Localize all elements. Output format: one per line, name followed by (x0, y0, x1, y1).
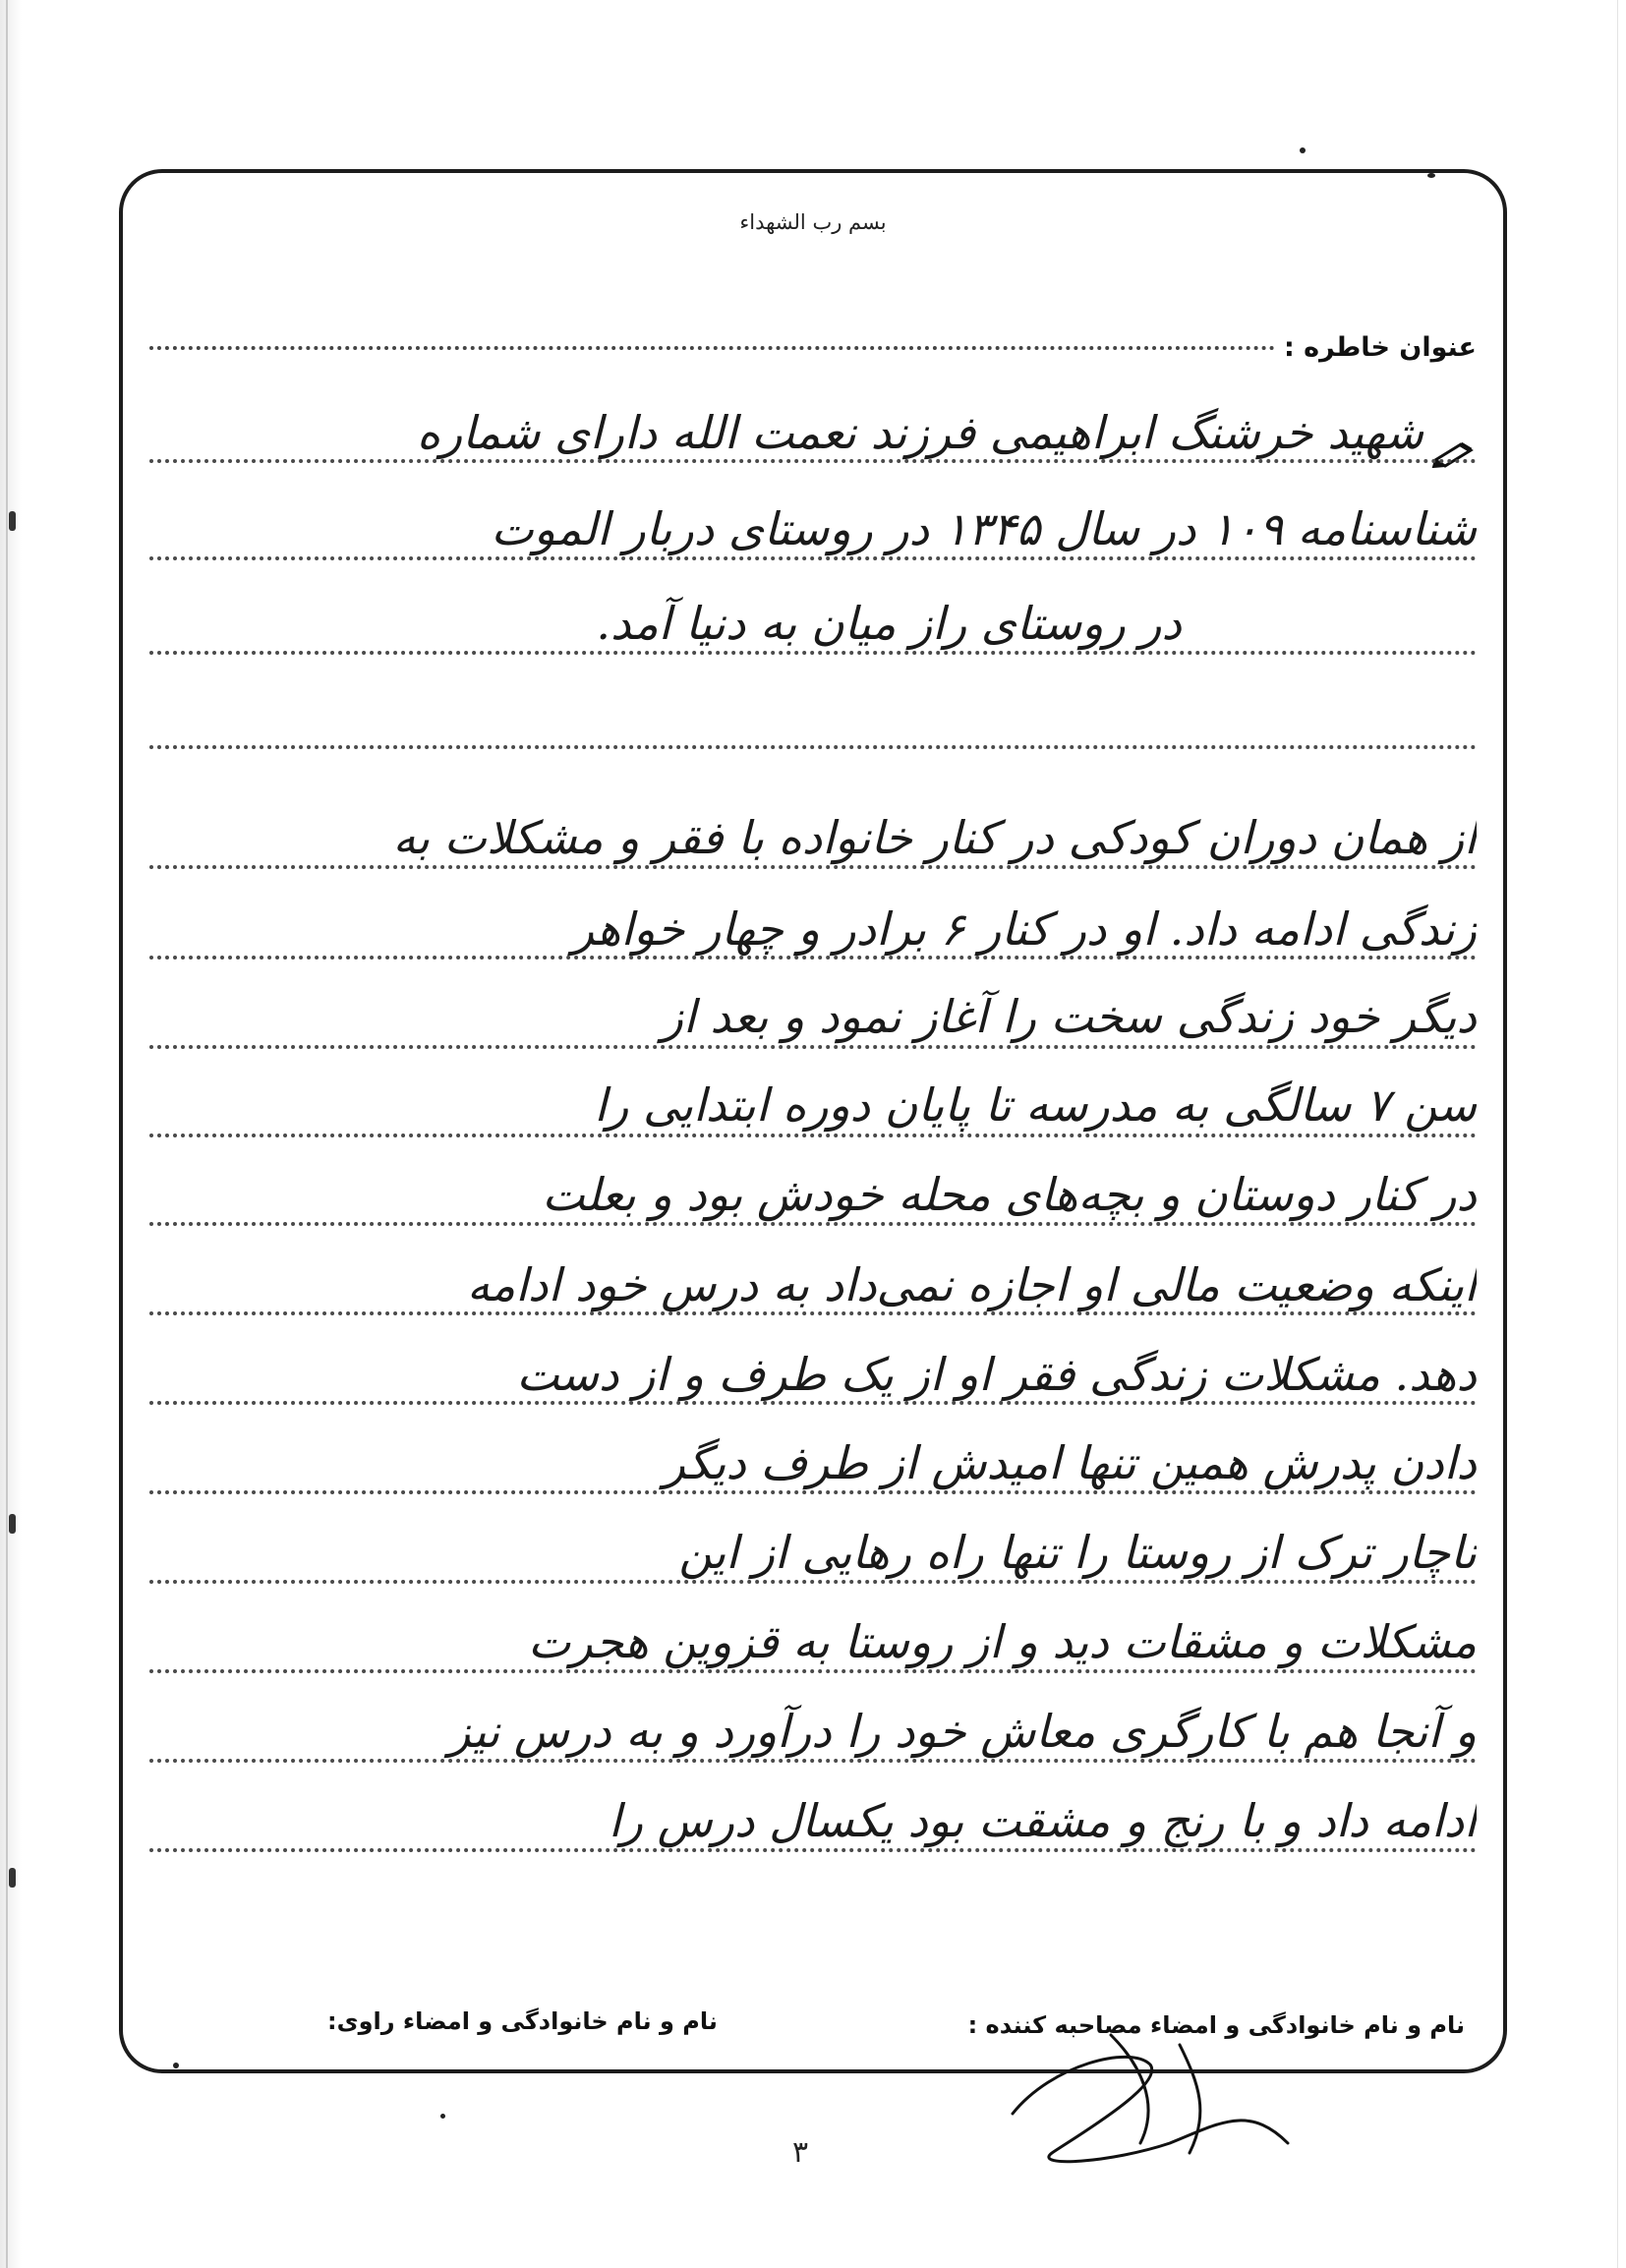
dotted-ruling-line (149, 865, 1477, 869)
dotted-ruling-line (149, 1580, 1477, 1584)
handwritten-line: در کنار دوستان و بچه‌های محله خودش بود و بعلت (542, 1168, 1477, 1221)
dotted-ruling-line (149, 1759, 1477, 1763)
dotted-ruling-line (149, 745, 1477, 749)
scan-right-edge (1617, 0, 1618, 2268)
handwritten-line: شناسنامه ۱۰۹ در سال ۱۳۴۵ در روستای دربار الموت (491, 502, 1477, 555)
handwritten-line: دهد. مشکلات زندگی فقر او از یک طرف و از دست (516, 1348, 1477, 1401)
binding-line (6, 0, 8, 2268)
memoir-title-label: عنوان خاطره : (1283, 332, 1477, 363)
dotted-ruling-line (149, 1669, 1477, 1673)
narrator-signature-label: نام و نام خانوادگی و امضاء راوی: (327, 2007, 718, 2035)
dotted-ruling-line (149, 1222, 1477, 1226)
pencil-icon (1431, 438, 1477, 468)
handwritten-line: مشکلات و مشقات دید و از روستا به قزوین هجرت (528, 1615, 1477, 1668)
dotted-ruling-line (149, 556, 1477, 560)
handwritten-line: از همان دوران کودکی در کنار خانواده با فقر و مشکلات به (392, 811, 1477, 864)
staple-middle (9, 1514, 16, 1534)
handwritten-line: در روستای راز میان به دنیا آمد. (596, 597, 1182, 650)
scan-speck (440, 2114, 445, 2119)
scan-speck (173, 2063, 179, 2068)
handwritten-line: سن ۷ سالگی به مدرسه تا پایان دوره ابتدایی را (594, 1078, 1477, 1132)
staple-top (9, 511, 16, 531)
memoir-title-dotted-line (149, 346, 1275, 350)
handwritten-line: اینکه وضعیت مالی او اجازه نمی‌داد به درس خود ادامه (466, 1258, 1477, 1311)
handwritten-line: دیگر خود زندگی سخت را آغاز نمود و بعد از (661, 990, 1477, 1043)
handwritten-signature (993, 2025, 1307, 2173)
handwritten-line: ادامه داد و با رنج و مشقت بود یکسال درس را (609, 1794, 1477, 1847)
page-number: ۳ (792, 2135, 809, 2170)
scan-speck (1300, 147, 1306, 153)
handwritten-line: دادن پدرش همین تنها امیدش از طرف دیگر (663, 1436, 1477, 1489)
handwritten-line: و آنجا هم با کارگری معاش خود را درآورد و به درس نیز (448, 1705, 1477, 1758)
scan-speck (1427, 173, 1435, 178)
page-header-title: بسم رب الشهداء (739, 210, 887, 234)
dotted-ruling-line (149, 1401, 1477, 1405)
dotted-ruling-line (149, 1311, 1477, 1315)
dotted-ruling-line (149, 459, 1477, 463)
scan-edge (0, 0, 22, 2268)
dotted-ruling-line (149, 1848, 1477, 1852)
interviewer-signature-label: نام و نام خانوادگی و امضاء مصاحبه کننده : (967, 2011, 1465, 2039)
handwritten-line: شهید خرشنگ ابراهیمی فرزند نعمت الله دارای شماره (416, 406, 1423, 459)
dotted-ruling-line (149, 1134, 1477, 1137)
handwritten-line: زندگی ادامه داد. او در کنار ۶ برادر و چهار خواهر (571, 902, 1477, 956)
dotted-ruling-line (149, 651, 1477, 655)
dotted-ruling-line (149, 1045, 1477, 1049)
dotted-ruling-line (149, 956, 1477, 960)
staple-bottom (9, 1868, 16, 1888)
handwritten-line: ناچار ترک از روستا را تنها راه رهایی از این (678, 1526, 1477, 1579)
dotted-ruling-line (149, 1490, 1477, 1494)
